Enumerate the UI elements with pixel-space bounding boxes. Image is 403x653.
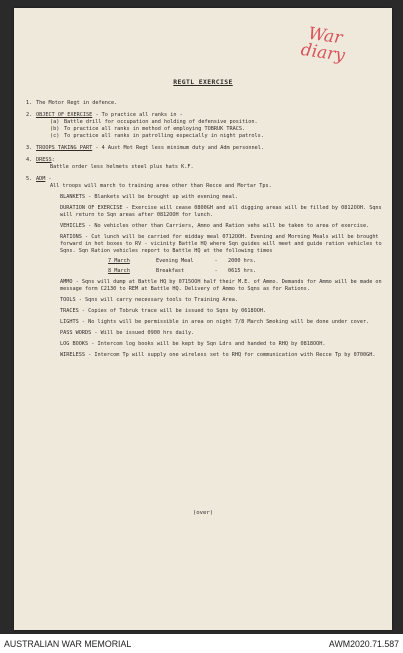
section-lead: - To practice all ranks in -: [92, 112, 183, 118]
section-number: 4.: [26, 157, 33, 163]
section-heading: DRESS: [36, 157, 52, 163]
list-item: (b) To practice all ranks in method of employing TOBRUK TRACS.: [50, 126, 246, 132]
adm-passwords: PASS WORDS - Will be issued 0900 hrs daily.: [60, 330, 195, 336]
ration-time-row: 8 March Breakfast - 0615 hrs.: [108, 268, 257, 274]
adm-logbooks: LOG BOOKS - Intercom log books will be kept by Sqn Ldrs and handed to RHQ by 0818OOH.: [60, 341, 326, 347]
adm-blankets: BLANKETS - Blankets will be brought up with evening meal.: [60, 194, 239, 200]
footer-accession: AWM2020.71.587: [328, 638, 399, 649]
archive-footer: [0, 634, 403, 653]
section-text: Battle order less helmets steel plus hats K.F.: [50, 164, 194, 170]
adm-tools: TOOLS - Sqns will carry necessary tools to Training Area.: [60, 297, 239, 303]
section-text: - 4 Aust Mot Regt less minimum duty and Adm personnel.: [92, 145, 264, 151]
section-number: 2.: [26, 112, 33, 118]
adm-vehicles: VEHICLES - No vehicles other than Carriers, Amno and Ration vehs will be taken to area of exercise.: [60, 223, 370, 229]
section-number: 3.: [26, 145, 33, 151]
adm-ammo: AMMO - Sqns will dump at Battle HQ by 0715OOH half their M.E. of Ammo. Demands for Ammo will be made on message form C2130 to REM at Battle HQ. Delivery of Ammo to Sqns as for Rations.: [60, 279, 382, 292]
adm-lights: LIGHTS - No lights will be permissible in area on night 7/8 March Smoking will be done under cover.: [60, 319, 370, 325]
section-2: [26, 112, 382, 140]
ration-time-row: 7 March Evening Meal - 2000 hrs.: [108, 258, 257, 264]
section-4: 4. DRESS: Battle order less helmets steel plus hats K.F.: [26, 157, 382, 171]
adm-duration: DURATION OF EXERCISE - Exercise will cease 0800GH and all digging areas will be filled by 0812OOH. Sqns will return to Sqn areas after 0812OOH for lunch.: [60, 205, 382, 218]
list-item: (a) Battle drill for occupation and holding of defensive position.: [50, 119, 258, 125]
adm-intro: All troops will march to training area other than Recce and Mortar Tps.: [50, 183, 272, 189]
section-heading: TROOPS TAKING PART: [36, 145, 93, 151]
section-1: [26, 100, 382, 107]
list-item: (c) To practice all ranks in patrolling especially in night patrols.: [50, 133, 264, 139]
adm-wireless: WIRELESS - Intercom Tp will supply one wireless set to RHQ for communication with Recce Tp by 0700GH.: [60, 352, 376, 358]
over-note: (over): [192, 510, 214, 516]
section-3: [26, 145, 382, 152]
document-body: [26, 100, 382, 364]
section-number: 5.: [26, 176, 33, 182]
section-number: 1.: [26, 100, 33, 106]
section-heading: ADM: [36, 176, 46, 182]
section-text: The Motor Regt in defence.: [36, 100, 118, 106]
footer-institution: AUSTRALIAN WAR MEMORIAL: [4, 638, 132, 649]
section-5: 5. ADM - All troops will march to training area other than Recce and Mortar Tps. BLANKETS - Blankets will be brought up with evening meal. DURATION OF EXERCISE - Exercise will cease 0800GH and all digging areas will be filled by 0812OOH. Sqns will return to Sqn areas after 0812OOH for lunch. VEHICLES - No vehicles other than Carriers, Amno and Ration vehs will be taken to area of exercise. RATIONS - Cut lunch will be carried for midday meal 0712OOH. Evening and Morning Meals will be brought forward in hot boxes to RV - vicinity Battle HQ where Sqn guides will meet and guide ration vehicles to Sqns. Sqn Ration vehicles report to Battle HQ at the following times 7 March Evening Meal - 2000 hrs. 8 March Breakfast - 0615 hrs. AMMO - Sqns will dump at Battle HQ by 0715OOH half their M.E. of Ammo. Demands for Ammo will be made on message form C2130 to REM at Battle HQ. Delivery of Ammo to Sqns as for Rations. TOOLS - Sqns will carry necessary tools to Training Area. TRACES - Copies of Tobruk trace will be issued to Sqns by 0618OOH. LIGHTS - No lights will be permissible in area on night 7/8 March Smoking will be done under cover. PASS WORDS - Will be issued 0900 hrs daily. LOG BOOKS - Intercom log books will be kept by Sqn Ldrs and handed to RHQ by 0818OOH. WIRELESS - Intercom Tp will supply one wireless set to RHQ for communication with Recce Tp by 0700GH.: [26, 176, 382, 358]
document-page: [14, 8, 392, 630]
section-heading: OBJECT OF EXERCISE: [36, 112, 93, 118]
adm-rations: RATIONS - Cut lunch will be carried for midday meal 0712OOH. Evening and Morning Meals will be brought forward in hot boxes to RV - vicinity Battle HQ where Sqn guides will meet and guide ration vehicles to Sqns. Sqn Ration vehicles report to Battle HQ at the following times: [60, 234, 382, 254]
document-title: REGTL EXERCISE: [173, 78, 233, 86]
adm-traces: TRACES - Copies of Tobruk trace will be issued to Sqns by 0618OOH.: [60, 308, 267, 314]
handwritten-annotation: War diary: [299, 23, 347, 66]
